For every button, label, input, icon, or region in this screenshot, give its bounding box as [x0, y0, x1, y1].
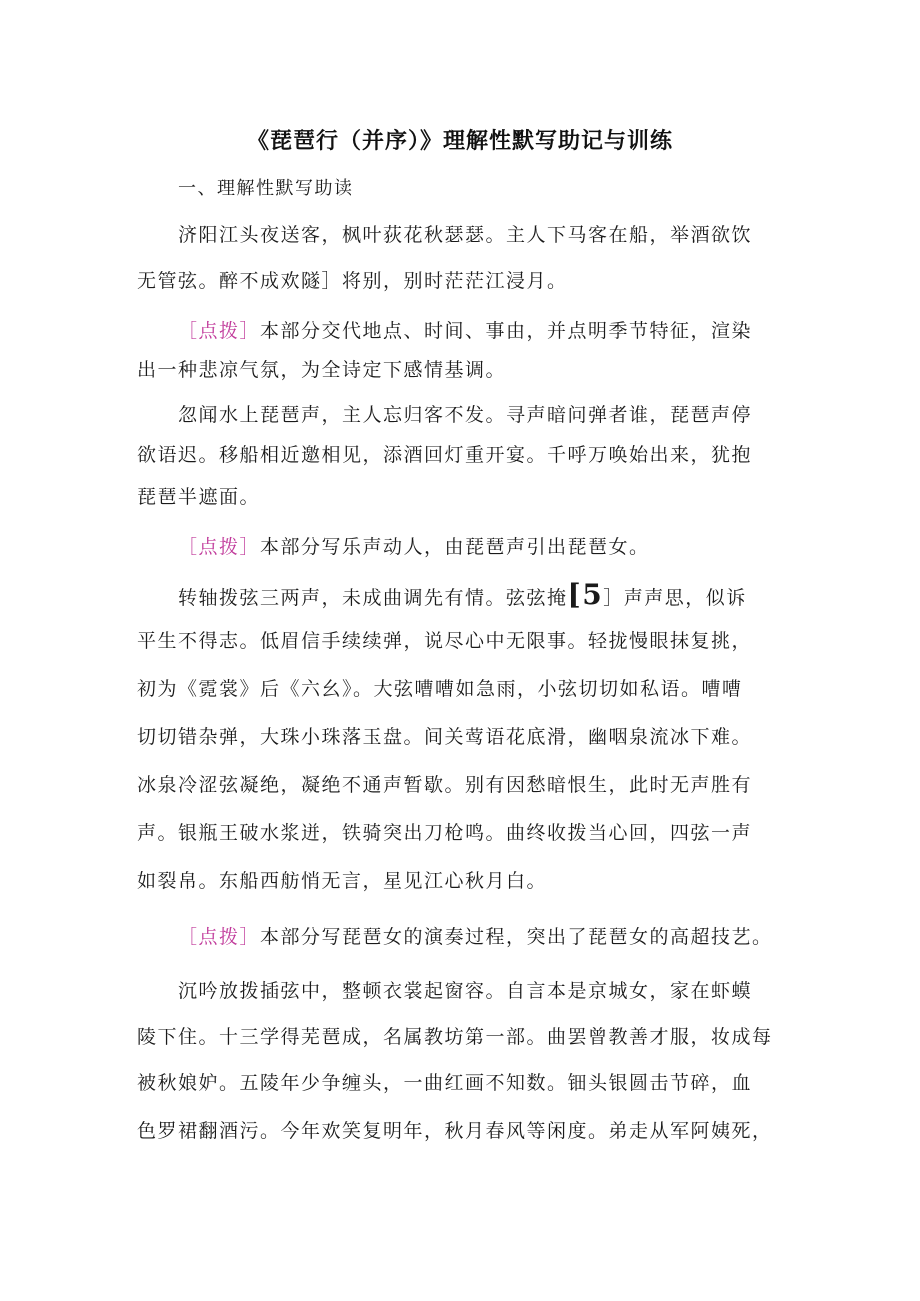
- tip-label: ［点拨］: [178, 320, 261, 342]
- section-heading: 一、理解性默写助读: [178, 178, 354, 199]
- paragraph-line: 初为《霓裳》后《六幺》。大弦嘈嘈如急雨，小弦切切如私语。嘈嘈: [137, 678, 743, 700]
- tip-text: 本部分写乐声动人，由琵琶声引出琵琶女。: [260, 536, 650, 558]
- tip-text: 本部分写琵琶女的演奏过程，突出了琵琶女的高超技艺。: [260, 926, 773, 948]
- paragraph-line: [178, 578, 747, 611]
- paragraph-line: 平生不得志。低眉信手续续弹，说尽心中无限事。轻拢慢眼抹复挑，: [137, 630, 753, 652]
- line-text: ］声声思，似诉: [603, 587, 747, 609]
- paragraph-line: 忽闻水上琵琶声，主人忘归客不发。寻声暗问弹者谁，琵琶声停: [178, 404, 753, 426]
- tip-line: 出一种悲凉气氛，为全诗定下感情基调。: [137, 359, 507, 381]
- paragraph-line: 沉吟放拨插弦中，整顿衣裳起窗容。自言本是京城女，家在虾蟆: [178, 980, 753, 1002]
- paragraph-line: 切切错杂弹，大珠小珠落玉盘。间关莺语花底滑，幽咽泉流冰下难。: [137, 726, 753, 748]
- paragraph-line: 声。银瓶王破水浆迸，铁骑突出刀枪鸣。曲终收拨当心回，四弦一声: [137, 822, 753, 844]
- paragraph-line: 如裂帛。东船西舫悄无言，星见江心秋月白。: [137, 870, 548, 892]
- paragraph-line: 冰泉冷涩弦凝绝，凝绝不通声暂歇。别有因愁暗恨生，此时无声胜有: [137, 774, 753, 796]
- tip-text: 本部分交代地点、时间、事由，并点明季节特征，渲染: [260, 320, 753, 342]
- paragraph-line: 琵琶半遮面。: [137, 486, 261, 508]
- tip-label: ［点拨］: [178, 926, 261, 948]
- paragraph-line: 欲语迟。移船相近邀相见，添酒回灯重开宴。千呼万唤始出来，犹抱: [137, 444, 753, 466]
- page-title: 《琵琶行（并序）》理解性默写助记与训练: [246, 129, 673, 154]
- paragraph-line: 被秋娘妒。五陵年少争缠头，一曲红画不知数。钿头银圆击节碎，血: [137, 1072, 753, 1094]
- line-text: 转轴拨弦三两声，未成曲调先有情。弦弦掩: [178, 587, 568, 609]
- tip-line: [178, 532, 650, 559]
- paragraph-line: 陵下住。十三学得芜琶成，名属教坊第一部。曲罢曾教善才服，妆成每: [137, 1026, 773, 1048]
- paragraph-line: 无管弦。醉不成欢隧］将别，别时茫茫江浸月。: [137, 270, 568, 292]
- tip-label: ［点拨］: [178, 536, 261, 558]
- tip-line: [178, 316, 752, 343]
- annotation-mark: [5: [567, 578, 604, 611]
- paragraph-line: 济阳江头夜送客，枫叶荻花秋瑟瑟。主人下马客在船，举酒欲饮: [178, 224, 753, 246]
- tip-line: [178, 922, 773, 949]
- paragraph-line: 色罗裙翻酒污。今年欢笑复明年，秋月春风等闲度。弟走从军阿姨死，: [137, 1120, 773, 1142]
